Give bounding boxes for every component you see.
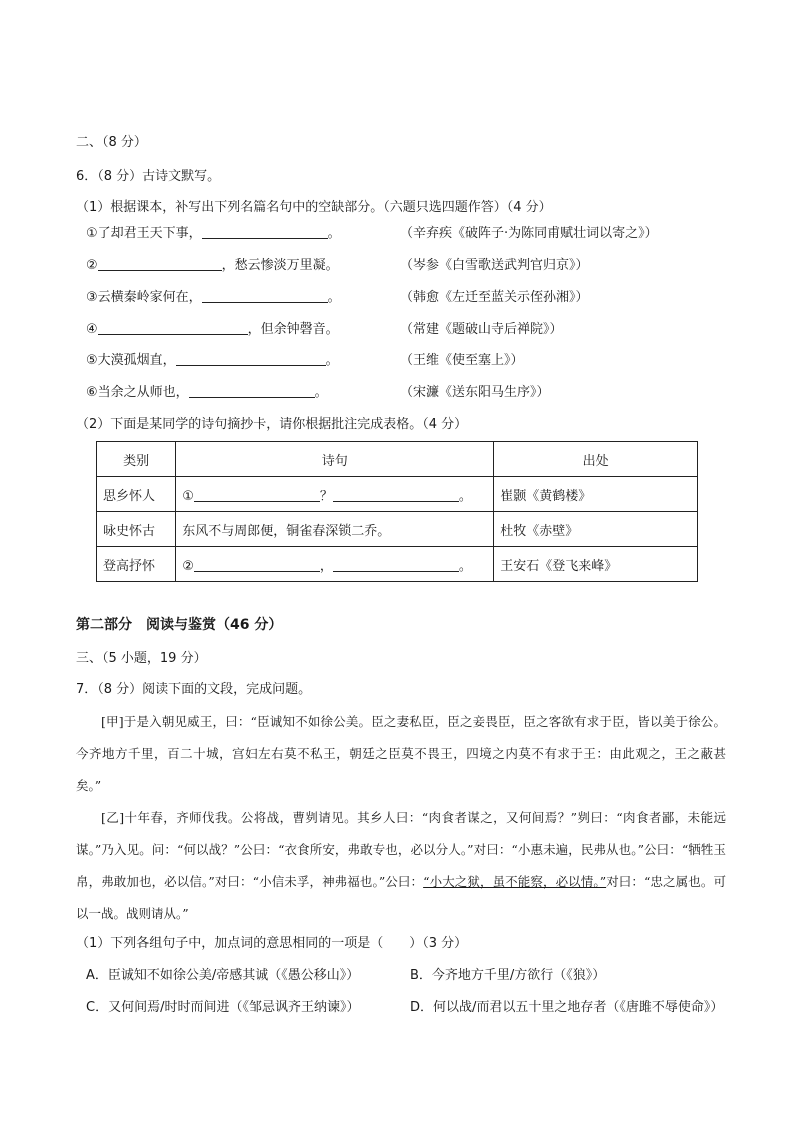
row-category: 咏史怀古 [97,512,176,547]
fill-item-3-source: （韩愈《左迁至蓝关示侄孙湘》） [400,290,589,305]
row-verse: 东风不与周郎便，铜雀春深锁二乔。 [176,512,494,547]
fill-item-2-source: （岑参《白雪歌送武判官归京》） [400,258,589,273]
header-verse: 诗句 [176,442,494,477]
passage-yi: [乙]十年春，齐师伐我。公将战，曹刿请见。其乡人曰：“肉食者谋之，又何间焉？”刿曰：“肉食者鄙，未能远谋。”乃入见。问：“何以战？”公曰：“衣食所安，弗敢专也，必以分人。”对曰：“小惠未遍，民弗从也。”公曰：“牺牲玉帛，弗敢加也，必以信。”对曰：“小信未孚，神弗福也。”公曰：“小大之狱，虽不能察，必以情。”对曰：“忠之属也。可以一战。战则请从。” [76,810,726,921]
fill-item-5: ⑤大漠孤烟直， 。 [86,353,339,368]
row-verse: ① ？ 。 [176,477,494,512]
part-2-heading: 第二部分 阅读与鉴赏（46 分） [76,617,283,633]
fill-item-1-source: （辛弃疾《破阵子·为陈同甫赋壮词以寄之》） [400,226,658,241]
fill-item-6: ⑥当余之从师也， 。 [86,385,328,400]
passage-jia: [甲]于是入朝见威王，曰：“臣诚知不如徐公美。臣之妻私臣，臣之妾畏臣，臣之客欲有求于臣，皆以美于徐公。今齐地方千里，百二十城，宫妇左右莫不私王，朝廷之臣莫不畏王，四境之内莫不有求于王：由此观之，王之蔽甚矣。” [76,714,726,793]
underlined-sentence: “小大之狱，虽不能察，必以情。” [423,874,607,889]
section-2-heading: 二、（8 分） [76,135,147,150]
fill-item-6-source: （宋濂《送东阳马生序》） [400,385,550,400]
reading-passage [76,706,726,930]
answer-blank[interactable] [194,488,320,502]
answer-blank[interactable] [194,558,320,572]
row-source: 王安石《登飞来峰》 [494,547,698,582]
table-row [97,547,698,582]
question-6-title: 6．（8 分）古诗文默写。 [76,169,221,184]
section-3-heading: 三、（5 小题，19 分） [76,651,207,666]
answer-blank[interactable] [98,321,248,335]
table-header-row [97,442,698,477]
answer-blank[interactable] [333,558,459,572]
fill-item-4: ④ ，但余钟磬音。 [86,322,339,337]
question-7-title: 7．（8 分）阅读下面的文段，完成问题。 [76,682,312,697]
answer-blank[interactable] [189,384,315,398]
question-6-part-2: （2）下面是某同学的诗句摘抄卡，请你根据批注完成表格。（4 分） [76,417,468,432]
table-row [97,477,698,512]
row-source: 崔颢《黄鹤楼》 [494,477,698,512]
header-category: 类别 [97,442,176,477]
row-source: 杜牧《赤壁》 [494,512,698,547]
fill-item-3: ③云横秦岭家何在， 。 [86,290,341,305]
fill-item-2: ② ，愁云惨淡万里凝。 [86,258,339,273]
option-a[interactable]: A．臣诚知不如徐公美/帝感其诚（《愚公移山》） [86,968,360,983]
header-source: 出处 [494,442,698,477]
row-verse: ② ， 。 [176,547,494,582]
option-b[interactable]: B．今齐地方千里/方欲行（《狼》） [410,968,606,983]
row-category: 登高抒怀 [97,547,176,582]
option-c[interactable]: C．又何间焉/时时而间进（《邹忌讽齐王纳谏》） [86,1000,360,1015]
answer-blank[interactable] [98,257,222,271]
fill-item-4-source: （常建《题破山寺后禅院》） [400,322,563,337]
fill-item-5-source: （王维《使至塞上》） [400,353,524,368]
answer-blank[interactable] [333,488,459,502]
option-d[interactable]: D．何以战/而君以五十里之地存者（《唐雎不辱使命》） [410,1000,724,1015]
answer-blank[interactable] [202,289,328,303]
poem-card-table [96,441,698,582]
answer-blank[interactable] [176,352,326,366]
table-row [97,512,698,547]
question-7-part-1: （1）下列各组句子中，加点词的意思相同的一项是（ ）（3 分） [76,936,468,951]
row-category: 思乡怀人 [97,477,176,512]
answer-blank[interactable] [202,225,328,239]
question-6-part-1: （1）根据课本，补写出下列名篇名句中的空缺部分。（六题只选四题作答）（4 分） [76,200,552,215]
fill-item-1: ①了却君王天下事， 。 [86,226,341,241]
